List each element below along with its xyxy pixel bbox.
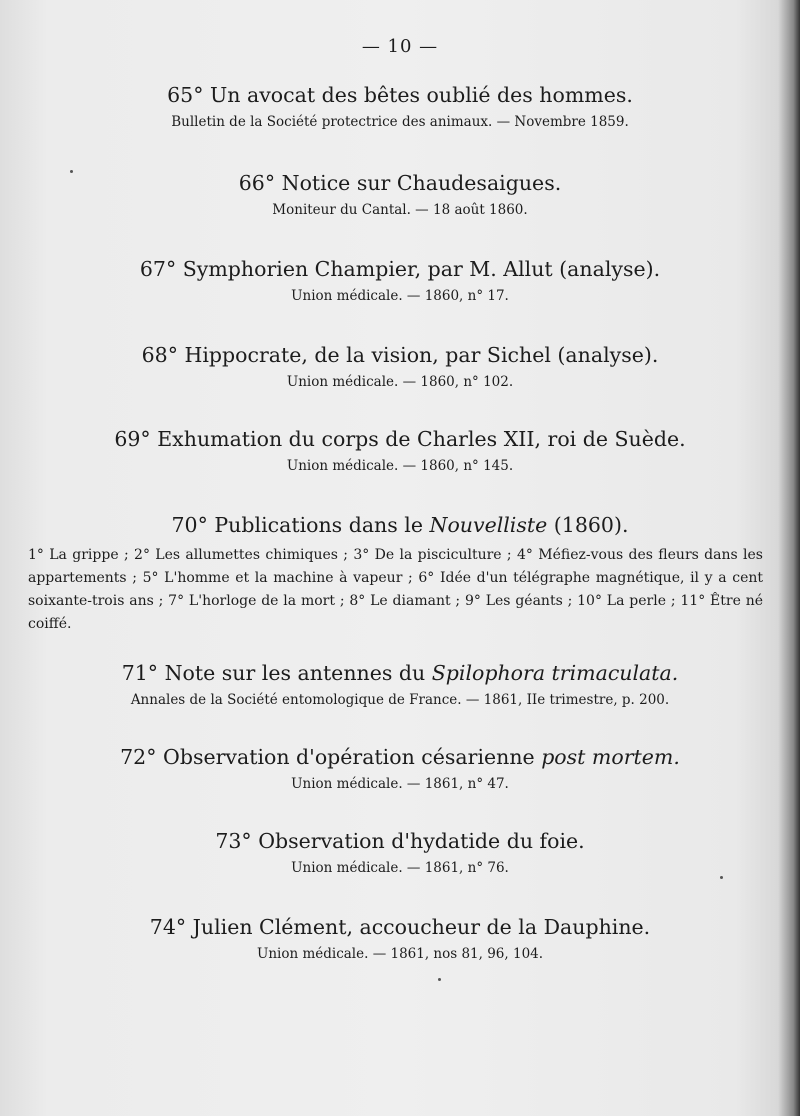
entry-number: 67° <box>139 257 177 281</box>
entry-title-text: Observation d'opération césarienne <box>163 745 542 769</box>
entry-74 <box>0 914 800 964</box>
entry-number: 72° <box>120 745 157 769</box>
entry-67 <box>0 256 800 306</box>
entry-title-text: Symphorien Champier, par M. Allut (analyse). <box>182 257 661 281</box>
entry-title <box>0 426 800 452</box>
entry-title-italic: Nouvelliste <box>429 513 548 537</box>
entry-number: 73° <box>215 829 252 853</box>
entry-title-text: Observation d'hydatide du foie. <box>258 829 585 853</box>
entry-title-text: Un avocat des bêtes oublié des hommes. <box>210 83 633 107</box>
entry-title-text: Exhumation du corps de Charles XII, roi de Suède. <box>157 427 686 451</box>
entry-title <box>0 256 800 282</box>
print-speck <box>70 170 73 173</box>
entry-number: 71° <box>121 661 159 685</box>
entry-68 <box>0 342 800 392</box>
entry-72 <box>0 744 800 794</box>
entry-70-body: 1° La grippe ; 2° Les allumettes chimiques ; 3° De la pisciculture ; 4° Méfiez-vous des fleurs dans les appartements ; 5° L'homme et la machine à vapeur ; 6° Idée d'un télégraphe magnétique, il y a cent soixante-trois ans ; 7° L'horloge de la mort ; 8° Le diamant ; 9° Les géants ; 10° La perle ; 11° Être né coiffé. <box>28 547 763 632</box>
entry-73 <box>0 828 800 878</box>
page-number: — 10 — <box>361 36 439 57</box>
entry-66 <box>0 170 800 220</box>
entry-title <box>0 744 800 770</box>
entry-source: Union médicale. — 1860, n° 102. <box>286 374 514 390</box>
entry-title-italic: Spilophora trimaculata. <box>431 661 679 685</box>
entry-65 <box>0 82 800 132</box>
entry-number: 68° <box>141 343 178 367</box>
entry-title <box>0 342 800 368</box>
entry-number: 70° <box>171 513 208 537</box>
entry-source: Union médicale. — 1861, nos 81, 96, 104. <box>256 946 544 962</box>
entry-70 <box>0 512 800 538</box>
entry-title-text: Publications dans le <box>214 513 430 537</box>
entry-title <box>0 660 800 686</box>
entry-source: Moniteur du Cantal. — 18 août 1860. <box>272 202 528 218</box>
entry-number: 66° <box>238 171 276 195</box>
entry-title-italic: post mortem. <box>541 745 680 769</box>
entry-title <box>0 828 800 854</box>
entry-source: Union médicale. — 1861, n° 76. <box>291 860 509 876</box>
entry-69 <box>0 426 800 476</box>
entry-71 <box>0 660 800 710</box>
entry-source: Union médicale. — 1861, n° 47. <box>291 776 509 792</box>
print-speck <box>720 876 723 879</box>
entry-number: 69° <box>114 427 151 451</box>
entry-title-tail: (1860). <box>547 513 629 537</box>
entry-title <box>0 82 800 108</box>
entry-title-text: Julien Clément, accoucheur de la Dauphine. <box>192 915 651 939</box>
print-speck <box>438 978 441 981</box>
entry-source: Union médicale. — 1860, n° 17. <box>291 288 509 304</box>
entry-source: Union médicale. — 1860, n° 145. <box>286 458 514 474</box>
entry-number: 74° <box>149 915 187 939</box>
entry-title-text: Hippocrate, de la vision, par Sichel (analyse). <box>184 343 659 367</box>
entry-source: Annales de la Société entomologique de France. — 1861, IIe trimestre, p. 200. <box>130 692 670 708</box>
entry-number: 65° <box>167 83 204 107</box>
entry-title-text: Notice sur Chaudesaigues. <box>281 171 562 195</box>
entry-title <box>0 512 800 538</box>
entry-source: Bulletin de la Société protectrice des animaux. — Novembre 1859. <box>171 114 629 130</box>
entry-title-text: Note sur les antennes du <box>164 661 432 685</box>
entry-title <box>0 914 800 940</box>
entry-title <box>0 170 800 196</box>
